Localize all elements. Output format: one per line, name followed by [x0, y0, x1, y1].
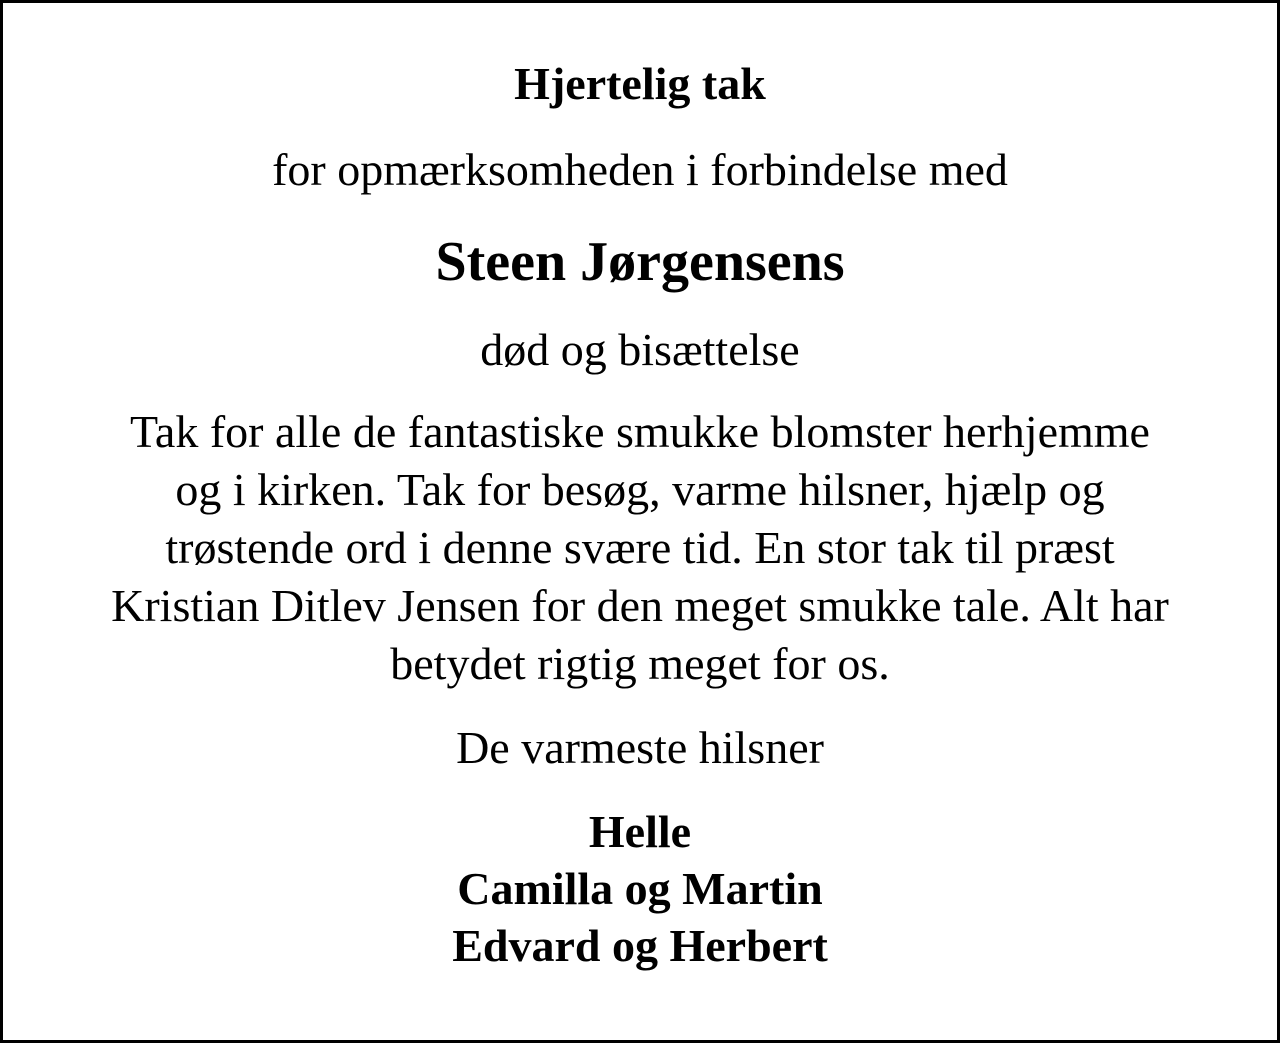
signature-name: Camilla og Martin — [457, 863, 823, 914]
deceased-name: Steen Jørgensens — [435, 231, 845, 293]
paragraph-line: og i kirken. Tak for besøg, varme hilsner, hjælp og — [175, 464, 1105, 515]
closing-greeting: De varmeste hilsner — [456, 722, 824, 773]
signature-name: Edvard og Herbert — [452, 920, 828, 971]
thanks-paragraph — [3, 403, 1277, 693]
paragraph-line: betydet rigtig meget for os. — [390, 638, 890, 689]
paragraph-line: Tak for alle de fantastiske smukke blomster herhjemme — [130, 406, 1150, 457]
signature-name: Helle — [588, 806, 692, 857]
notice-subheading: for opmærksomheden i forbindelse med — [272, 144, 1008, 195]
signature-block — [3, 803, 1277, 974]
paragraph-line: Kristian Ditlev Jensen for den meget smukke tale. Alt har — [111, 580, 1169, 631]
notice-heading: Hjertelig tak — [514, 58, 766, 109]
paragraph-line: trøstende ord i denne svære tid. En stor tak til præst — [165, 522, 1115, 573]
event-description: død og bisættelse — [480, 324, 800, 375]
